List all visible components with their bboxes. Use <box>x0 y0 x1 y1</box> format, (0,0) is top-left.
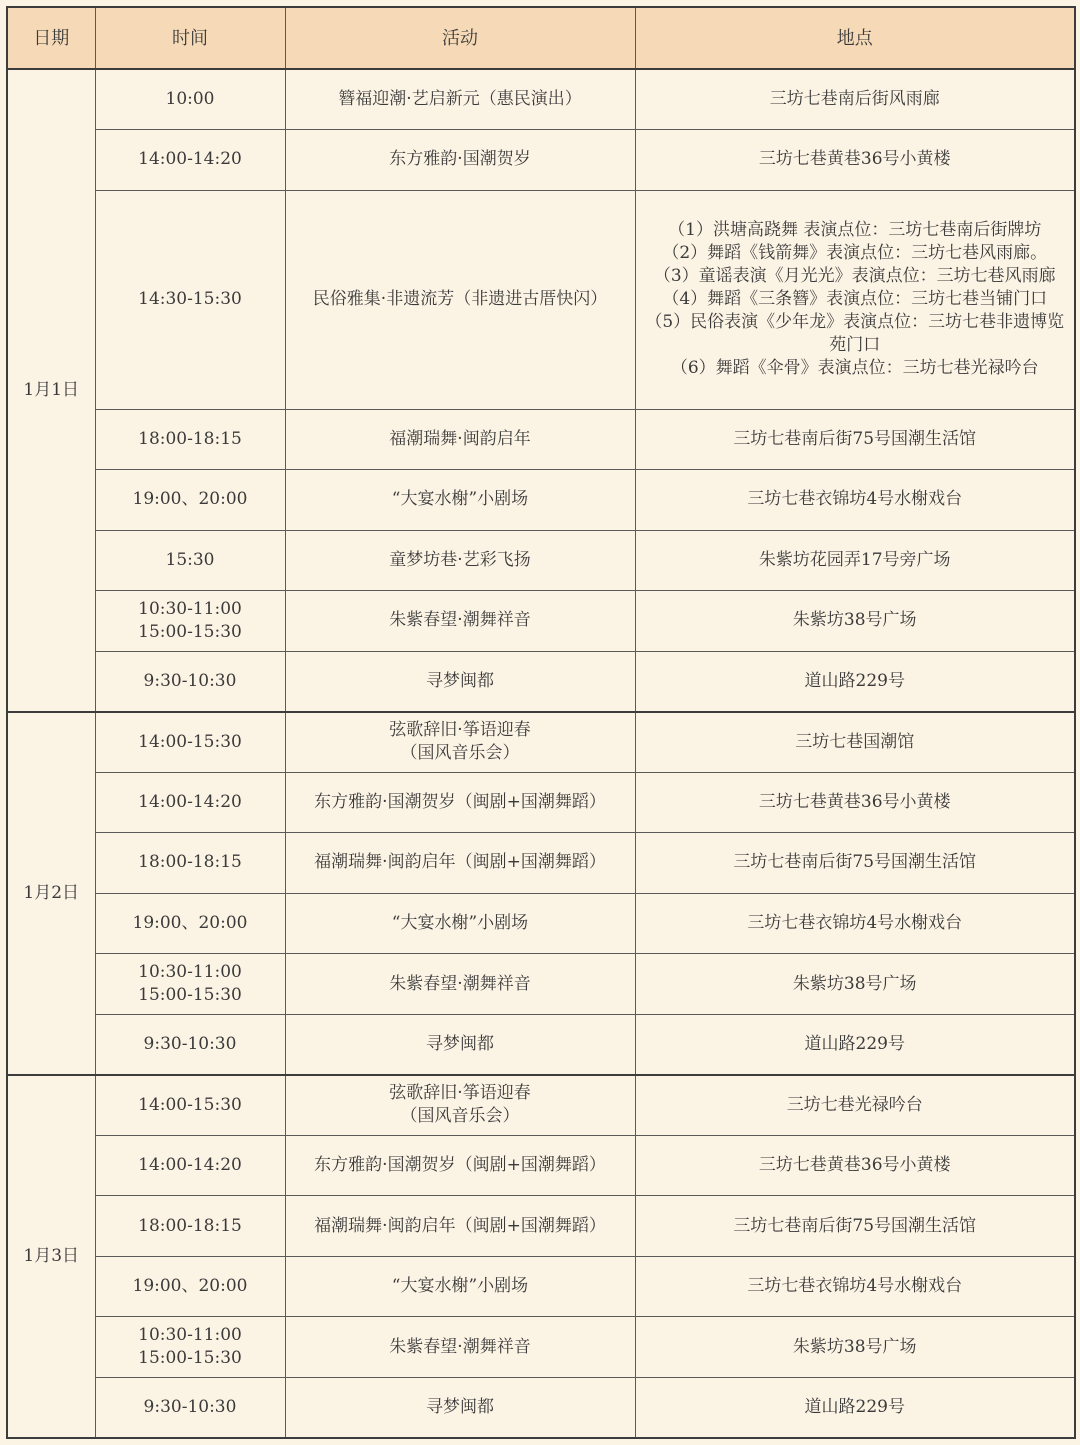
time-line: 10:30-11:00 <box>138 1325 242 1346</box>
activity-cell <box>285 772 635 833</box>
time-cell <box>95 1256 285 1317</box>
activity-cell <box>285 1014 635 1075</box>
time-cell <box>95 893 285 954</box>
activity-cell <box>285 69 635 130</box>
time-line: 9:30-10:30 <box>143 670 237 691</box>
table-row <box>7 591 1075 652</box>
time-line: 15:00-15:30 <box>138 621 242 642</box>
time-cell <box>95 530 285 591</box>
time-cell <box>95 1135 285 1196</box>
activity-cell <box>285 530 635 591</box>
activity-line: 弦歌辞旧·筝语迎春 <box>389 720 531 741</box>
table-row <box>7 1075 1075 1136</box>
time-cell <box>95 1075 285 1136</box>
table-row <box>7 954 1075 1015</box>
activity-cell <box>285 409 635 470</box>
location-cell: 三坊七巷国潮馆 <box>635 712 1075 773</box>
table-row <box>7 530 1075 591</box>
location-cell: 道山路229号 <box>635 1377 1075 1438</box>
time-cell <box>95 591 285 652</box>
time-line: 10:30-11:00 <box>138 598 242 619</box>
activity-cell <box>285 1135 635 1196</box>
location-list-cell <box>635 190 1075 409</box>
location-cell: 三坊七巷衣锦坊4号水榭戏台 <box>635 470 1075 531</box>
activity-cell <box>285 1317 635 1378</box>
location-cell: 三坊七巷黄巷36号小黄楼 <box>635 1135 1075 1196</box>
time-line: 15:30 <box>165 549 215 570</box>
table-row <box>7 833 1075 894</box>
activity-line: 寻梦闽都 <box>426 1033 494 1054</box>
table-row <box>7 1014 1075 1075</box>
location-list-item: （1）洪塘高跷舞 表演点位：三坊七巷南后街牌坊 <box>668 220 1042 241</box>
table-body <box>7 69 1075 1438</box>
location-cell: 三坊七巷黄巷36号小黄楼 <box>635 772 1075 833</box>
activity-cell <box>285 1256 635 1317</box>
time-line: 14:30-15:30 <box>138 289 242 310</box>
table-row <box>7 130 1075 191</box>
location-list-item: （2）舞蹈《钱箭舞》表演点位：三坊七巷风雨廊。 <box>662 243 1048 264</box>
time-cell <box>95 1196 285 1257</box>
activity-line: 福潮瑞舞·闽韵启年 <box>389 428 531 449</box>
location-cell: 道山路229号 <box>635 1014 1075 1075</box>
activity-cell <box>285 712 635 773</box>
header-row <box>7 7 1075 69</box>
time-cell <box>95 712 285 773</box>
time-cell <box>95 651 285 712</box>
location-cell: 三坊七巷光禄吟台 <box>635 1075 1075 1136</box>
time-line: 15:00-15:30 <box>138 985 242 1005</box>
time-cell <box>95 130 285 191</box>
date-cell: 1月3日 <box>7 1075 95 1438</box>
activity-line: 朱紫春望·潮舞祥音 <box>389 973 531 994</box>
activity-cell <box>285 591 635 652</box>
location-list-item: （4）舞蹈《三条簪》表演点位：三坊七巷当铺门口 <box>662 289 1048 310</box>
time-line: 9:30-10:30 <box>143 1033 237 1054</box>
activity-line: 簪福迎潮·艺启新元（惠民演出） <box>338 89 582 109</box>
activity-line: 福潮瑞舞·闽韵启年（闽剧+国潮舞蹈） <box>314 852 606 873</box>
table-row <box>7 190 1075 409</box>
location-cell: 三坊七巷黄巷36号小黄楼 <box>635 130 1075 191</box>
time-line: 14:00-14:20 <box>138 1155 242 1176</box>
activity-cell <box>285 1075 635 1136</box>
location-cell: 三坊七巷衣锦坊4号水榭戏台 <box>635 893 1075 954</box>
header-date: 日期 <box>7 7 95 69</box>
activity-cell <box>285 833 635 894</box>
activity-cell <box>285 190 635 409</box>
table-row <box>7 772 1075 833</box>
table-row <box>7 651 1075 712</box>
activity-line: “大宴水榭”小剧场 <box>391 1276 529 1297</box>
schedule-table <box>6 6 1076 1439</box>
table-row <box>7 1377 1075 1438</box>
table-row <box>7 1196 1075 1257</box>
time-line: 19:00、20:00 <box>132 912 248 933</box>
activity-line: 寻梦闽都 <box>426 1396 494 1417</box>
location-list-item: （5）民俗表演《少年龙》表演点位：三坊七巷非遗博览苑门口 <box>645 312 1065 356</box>
activity-line: 弦歌辞旧·筝语迎春 <box>389 1083 531 1104</box>
location-cell: 朱紫坊38号广场 <box>635 1317 1075 1378</box>
activity-line: 朱紫春望·潮舞祥音 <box>389 610 531 631</box>
header-activity: 活动 <box>285 7 635 69</box>
activity-line: 寻梦闽都 <box>426 670 494 691</box>
activity-cell <box>285 651 635 712</box>
activity-line: 福潮瑞舞·闽韵启年（闽剧+国潮舞蹈） <box>314 1215 606 1236</box>
table-row <box>7 470 1075 531</box>
table-row <box>7 893 1075 954</box>
location-cell: 道山路229号 <box>635 651 1075 712</box>
time-cell <box>95 69 285 130</box>
location-cell: 三坊七巷南后街75号国潮生活馆 <box>635 1196 1075 1257</box>
table-row <box>7 1317 1075 1378</box>
activity-line: （国风音乐会） <box>400 743 520 764</box>
time-line: 15:00-15:30 <box>138 1348 242 1369</box>
table-row <box>7 1135 1075 1196</box>
location-list-item: （3）童谣表演《月光光》表演点位：三坊七巷风雨廊 <box>653 266 1056 287</box>
activity-line: 民俗雅集·非遗流芳（非遗进古厝快闪） <box>312 289 608 310</box>
table-row <box>7 712 1075 773</box>
time-cell <box>95 470 285 531</box>
time-cell <box>95 1317 285 1378</box>
time-cell <box>95 1014 285 1075</box>
activity-cell <box>285 1196 635 1257</box>
location-list-item: （6）舞蹈《伞骨》表演点位：三坊七巷光禄吟台 <box>670 358 1039 379</box>
location-cell: 朱紫坊花园弄17号旁广场 <box>635 530 1075 591</box>
date-cell: 1月2日 <box>7 712 95 1075</box>
activity-line: 东方雅韵·国潮贺岁 <box>389 149 531 170</box>
time-line: 9:30-10:30 <box>143 1396 237 1417</box>
time-line: 18:00-18:15 <box>138 852 242 873</box>
time-line: 18:00-18:15 <box>138 1215 242 1236</box>
time-cell <box>95 1377 285 1438</box>
activity-cell <box>285 1377 635 1438</box>
location-cell: 三坊七巷衣锦坊4号水榭戏台 <box>635 1256 1075 1317</box>
location-cell: 三坊七巷南后街75号国潮生活馆 <box>635 409 1075 470</box>
location-cell: 朱紫坊38号广场 <box>635 591 1075 652</box>
activity-line: “大宴水榭”小剧场 <box>391 489 529 510</box>
table-header <box>7 7 1075 69</box>
header-time: 时间 <box>95 7 285 69</box>
location-cell: 朱紫坊38号广场 <box>635 954 1075 1015</box>
time-line: 14:00-14:20 <box>138 149 242 170</box>
activity-line: 朱紫春望·潮舞祥音 <box>389 1336 531 1357</box>
activity-line: “大宴水榭”小剧场 <box>391 912 529 933</box>
table-row <box>7 409 1075 470</box>
time-cell <box>95 190 285 409</box>
time-line: 19:00、20:00 <box>132 1276 248 1297</box>
activity-cell <box>285 470 635 531</box>
date-cell: 1月1日 <box>7 69 95 712</box>
location-cell: 三坊七巷南后街75号国潮生活馆 <box>635 833 1075 894</box>
activity-line: 东方雅韵·国潮贺岁（闽剧+国潮舞蹈） <box>314 1155 606 1176</box>
time-cell <box>95 409 285 470</box>
time-line: 18:00-18:15 <box>138 428 242 449</box>
time-line: 19:00、20:00 <box>132 489 248 510</box>
activity-cell <box>285 954 635 1015</box>
time-line: 14:00-15:30 <box>138 1094 242 1115</box>
activity-line: （国风音乐会） <box>400 1106 520 1127</box>
activity-cell <box>285 130 635 191</box>
table-row <box>7 1256 1075 1317</box>
time-line: 10:30-11:00 <box>138 962 242 982</box>
time-cell <box>95 833 285 894</box>
time-cell <box>95 954 285 1015</box>
time-line: 14:00-15:30 <box>138 731 242 752</box>
activity-line: 童梦坊巷·艺彩飞扬 <box>389 549 531 570</box>
time-line: 10:00 <box>165 89 215 109</box>
time-line: 14:00-14:20 <box>138 791 242 812</box>
header-location: 地点 <box>635 7 1075 69</box>
activity-line: 东方雅韵·国潮贺岁（闽剧+国潮舞蹈） <box>314 791 606 812</box>
location-cell: 三坊七巷南后街风雨廊 <box>635 69 1075 130</box>
activity-cell <box>285 893 635 954</box>
table-row <box>7 69 1075 130</box>
time-cell <box>95 772 285 833</box>
